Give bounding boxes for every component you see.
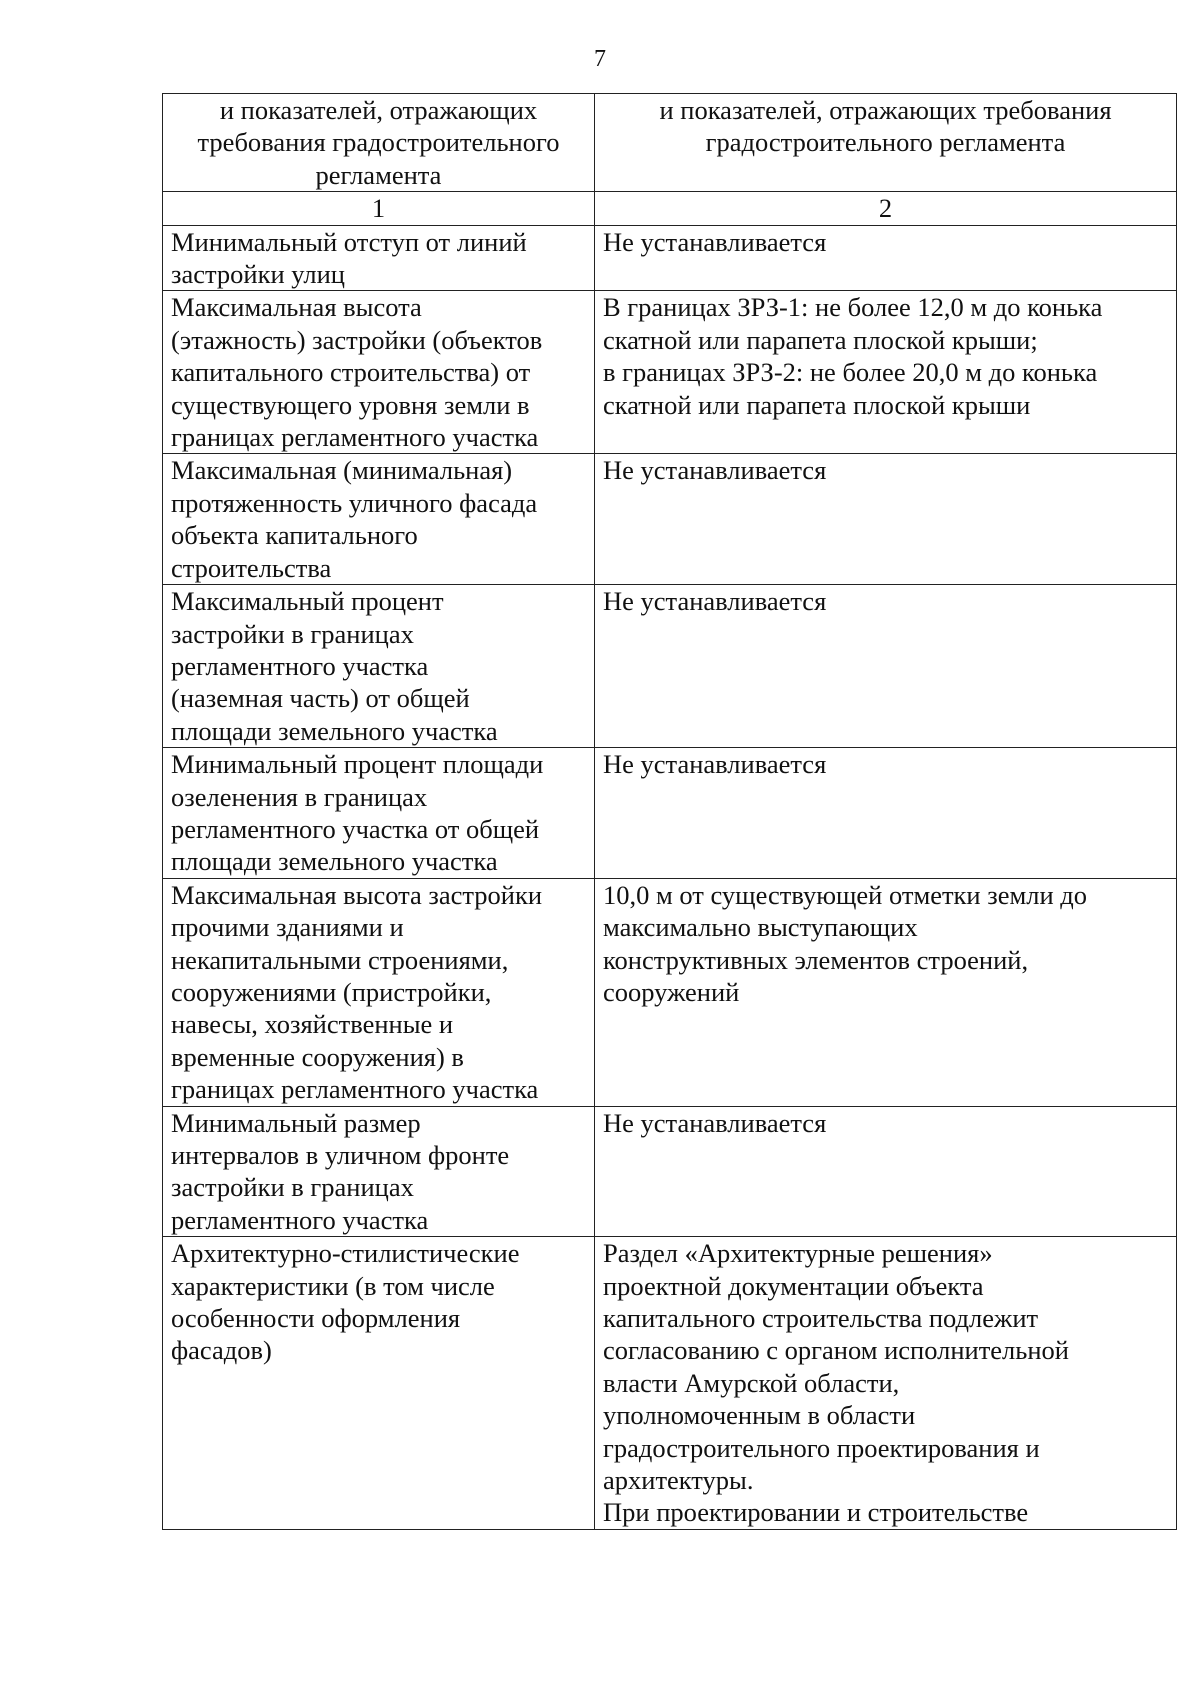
cell-text-line: площади земельного участка <box>171 715 498 746</box>
cell-text-line: градостроительного проектирования и <box>603 1432 1040 1463</box>
cell-text-line: 10,0 м от существующей отметки земли до <box>603 879 1088 910</box>
cell-text-line: капитального строительства подлежит <box>603 1303 1039 1334</box>
cell-text-line: градостроительного регламента <box>705 127 1066 158</box>
cell-text-line: строительства <box>171 552 332 583</box>
indicator-name-cell <box>163 454 595 585</box>
indicator-value-cell <box>595 291 1177 454</box>
cell-text-line: Не устанавливается <box>603 1107 827 1138</box>
column-number-2: 2 <box>595 192 1177 225</box>
table-row <box>163 291 1177 454</box>
cell-text-line: Раздел «Архитектурные решения» <box>603 1238 993 1269</box>
cell-text-line: интервалов в уличном фронте <box>171 1140 510 1170</box>
cell-text-line: застройки в границах <box>171 618 414 649</box>
cell-text-line: и показателей, отражающих требования <box>659 95 1112 125</box>
cell-text-line: Не устанавливается <box>603 455 827 486</box>
cell-text-line: уполномоченным в области <box>603 1400 916 1431</box>
cell-text-line: Не устанавливается <box>603 749 827 780</box>
cell-text-line: в границах ЗРЗ-2: не более 20,0 м до конька <box>603 357 1098 388</box>
cell-text-line: При проектировании и строительстве <box>603 1497 1029 1528</box>
cell-text-line: сооружениями (пристройки, <box>171 976 492 1007</box>
cell-text-line: Архитектурно-стилистические <box>171 1238 520 1269</box>
cell-text-line: (наземная часть) от общей <box>171 683 470 714</box>
cell-text-line: Максимальная высота <box>171 292 422 323</box>
header-cell-1 <box>163 94 595 192</box>
table-row <box>163 878 1177 1106</box>
indicator-value-cell <box>595 454 1177 585</box>
cell-text-line: и показателей, отражающих <box>219 95 538 125</box>
cell-text-line: протяженность уличного фасада <box>171 487 538 518</box>
indicator-value-cell <box>595 878 1177 1106</box>
cell-text-line: фасадов) <box>171 1335 272 1366</box>
table-row <box>163 454 1177 585</box>
cell-text-line: скатной или парапета плоской крыши <box>603 389 1031 420</box>
cell-text-line: озеленения в границах <box>171 781 428 812</box>
indicator-name-cell <box>163 748 595 879</box>
indicator-name-cell <box>163 291 595 454</box>
cell-text-line: застройки в границах <box>171 1172 414 1203</box>
indicator-value-cell <box>595 225 1177 291</box>
cell-text-line: требования градостроительного <box>197 127 560 158</box>
cell-text-line: максимально выступающих <box>603 912 918 943</box>
cell-text-line: некапитальными строениями, <box>171 944 509 975</box>
indicator-value-cell <box>595 585 1177 748</box>
cell-text-line: Не устанавливается <box>603 226 827 257</box>
cell-text-line: капитального строительства) от <box>171 357 531 388</box>
table-row <box>163 1106 1177 1237</box>
cell-text-line: навесы, хозяйственные и <box>171 1009 454 1040</box>
cell-text-line: скатной или парапета плоской крыши; <box>603 324 1038 355</box>
indicator-name-cell <box>163 585 595 748</box>
indicator-value-cell <box>595 1237 1177 1530</box>
regulation-table <box>162 93 1177 1530</box>
cell-text-line: характеристики (в том числе <box>171 1270 495 1301</box>
table-row <box>163 585 1177 748</box>
indicator-value-cell <box>595 748 1177 879</box>
cell-text-line: Максимальный процент <box>171 586 444 617</box>
cell-text-line: границах регламентного участка <box>171 1074 539 1105</box>
indicator-name-cell <box>163 1237 595 1530</box>
cell-text-line: Максимальная высота застройки <box>171 879 543 910</box>
cell-text-line: регламентного участка <box>171 1204 429 1235</box>
cell-text-line: Максимальная (минимальная) <box>171 455 513 486</box>
cell-text-line: проектной документации объекта <box>603 1270 984 1301</box>
cell-text-line: (этажность) застройки (объектов <box>171 324 543 355</box>
cell-text-line: площади земельного участка <box>171 846 498 877</box>
cell-text-line: согласованию с органом исполнительной <box>603 1335 1069 1366</box>
cell-text-line: конструктивных элементов строений, <box>603 944 1029 975</box>
cell-text-line: временные сооружения) в <box>171 1041 464 1072</box>
cell-text-line: объекта капитального <box>171 520 418 551</box>
table-row <box>163 748 1177 879</box>
cell-text-line: границах регламентного участка <box>171 422 539 453</box>
page-number: 7 <box>594 46 606 72</box>
cell-text-line: регламентного участка <box>171 650 429 681</box>
cell-text-line: существующего уровня земли в <box>171 389 530 420</box>
cell-text-line: застройки улиц <box>171 259 345 290</box>
cell-text-line: архитектуры. <box>603 1465 754 1496</box>
table-row <box>163 1237 1177 1530</box>
indicator-name-cell <box>163 225 595 291</box>
indicator-value-cell <box>595 1106 1177 1237</box>
cell-text-line: особенности оформления <box>171 1303 461 1334</box>
header-cell-2 <box>595 94 1177 192</box>
cell-text-line: Минимальный размер <box>171 1107 421 1138</box>
indicator-name-cell <box>163 1106 595 1237</box>
cell-text-line: сооружений <box>603 976 740 1007</box>
cell-text-line: Минимальный отступ от линий <box>171 226 527 257</box>
indicator-name-cell <box>163 878 595 1106</box>
column-number-1: 1 <box>163 192 595 225</box>
table-header-row <box>163 94 1177 192</box>
cell-text-line: власти Амурской области, <box>603 1367 900 1398</box>
cell-text-line: В границах ЗРЗ-1: не более 12,0 м до конька <box>603 292 1103 323</box>
table-row <box>163 225 1177 291</box>
cell-text-line: регламентного участка от общей <box>171 813 540 844</box>
column-number-row <box>163 192 1177 225</box>
cell-text-line: Не устанавливается <box>603 586 827 617</box>
cell-text-line: Минимальный процент площади <box>171 749 544 780</box>
table-body <box>163 94 1177 1530</box>
cell-text-line: прочими зданиями и <box>171 912 404 943</box>
cell-text-line: регламента <box>315 159 442 190</box>
